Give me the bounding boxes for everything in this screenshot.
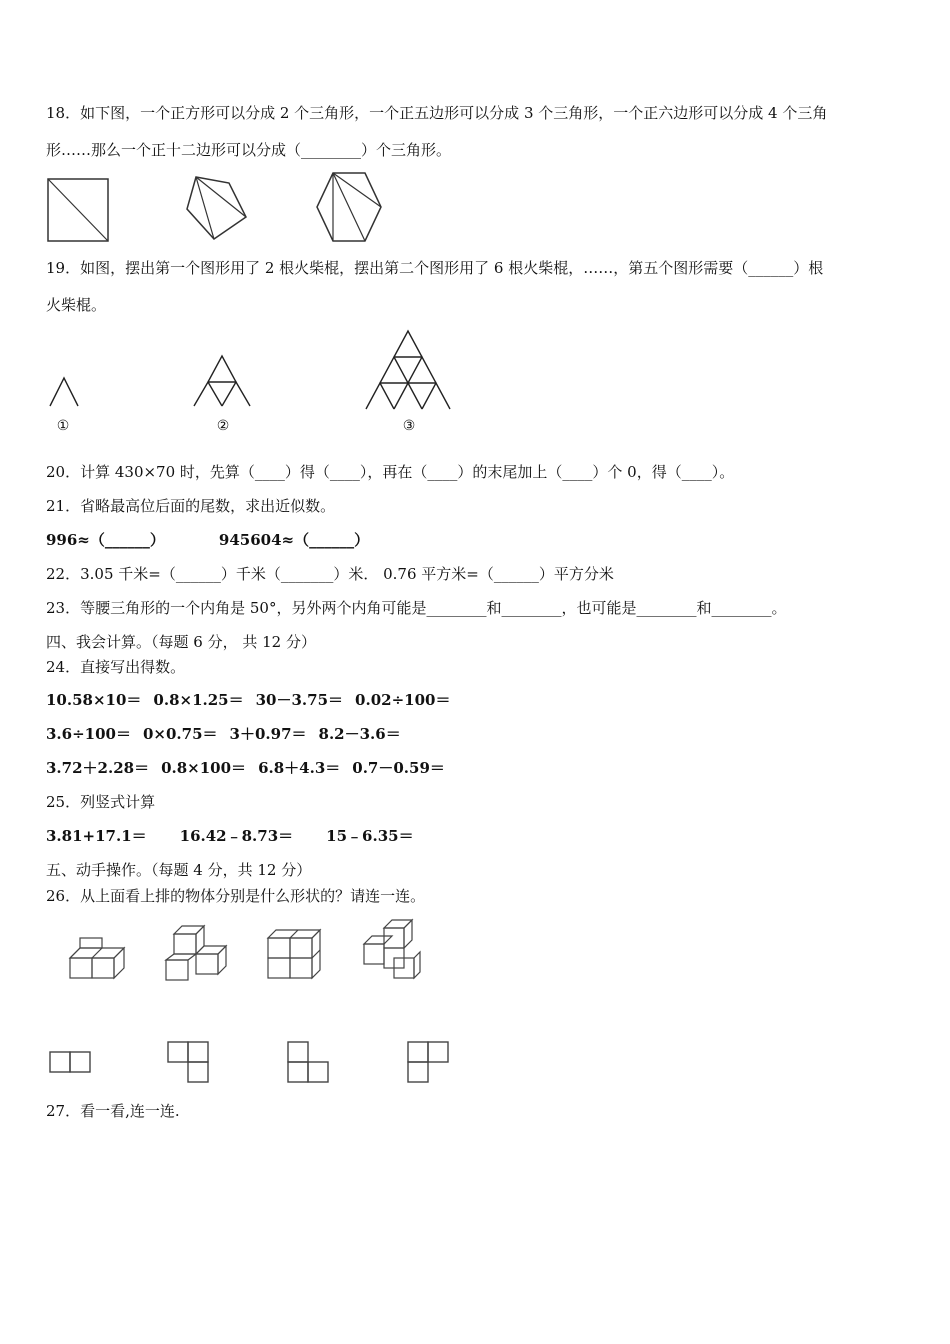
q20-text: 20．计算 430×70 时，先算（____）得（____），再在（____）的末尾加上（____）个 0，得（____）。 bbox=[46, 463, 735, 481]
section4-title: 四、我会计算。（每题 6 分， 共 12 分） bbox=[46, 633, 316, 651]
pentagon-divided-figure bbox=[184, 173, 250, 243]
square-divided-figure bbox=[46, 177, 110, 243]
q25-items bbox=[46, 826, 414, 846]
cube-stack-4 bbox=[358, 916, 424, 982]
figure-label-3: ③ bbox=[402, 418, 416, 434]
expression: 6.8＋4.3＝ bbox=[258, 759, 341, 777]
top-view-shape-4 bbox=[406, 1040, 452, 1084]
q22-text: 22．3.05 千米=（______）千米（_______）米． 0.76 平方米=（______）平方分米 bbox=[46, 565, 614, 583]
q26-title: 26．从上面看上排的物体分别是什么形状的？请连一连。 bbox=[46, 887, 426, 905]
matchstick-figure-1 bbox=[48, 376, 82, 408]
expression: 0.8×1.25＝ bbox=[153, 691, 244, 709]
q18-line1: 18．如下图，一个正方形可以分成 2 个三角形，一个正五边形可以分成 3 个三角形，一个正六边形可以分成 4 个三角 bbox=[46, 104, 828, 122]
q21-answer-b: 945604≈（______） bbox=[218, 531, 370, 549]
expression: 0.7－0.59＝ bbox=[352, 759, 445, 777]
matchstick-figure-3 bbox=[364, 329, 456, 411]
q24-title: 24．直接写出得数。 bbox=[46, 658, 186, 676]
top-view-shape-2 bbox=[166, 1040, 212, 1084]
q24-row-3 bbox=[46, 758, 445, 778]
expression: 0×0.75＝ bbox=[142, 725, 218, 743]
expression: 0.02÷100＝ bbox=[355, 691, 451, 709]
q18-line2: 形……那么一个正十二边形可以分成（________）个三角形。 bbox=[46, 141, 452, 159]
expression: 15﹣6.35＝ bbox=[326, 827, 414, 845]
expression: 3.72＋2.28＝ bbox=[46, 759, 150, 777]
q19-line2: 火柴棍。 bbox=[46, 296, 107, 314]
q19-line1: 19．如图，摆出第一个图形用了 2 根火柴棍，摆出第二个图形用了 6 根火柴棍，……，第五个图形需要（______）根 bbox=[46, 259, 824, 277]
q23-text: 23．等腰三角形的一个内角是 50°，另外两个内角可能是________和________，也可能是________和________。 bbox=[46, 599, 787, 617]
q21-answer-a: 996≈（______） bbox=[46, 531, 165, 549]
q24-row-2 bbox=[46, 724, 401, 744]
expression: 3.6÷100＝ bbox=[46, 725, 131, 743]
cube-stack-3 bbox=[264, 926, 322, 984]
expression: 16.42﹣8.73＝ bbox=[179, 827, 294, 845]
matchstick-figure-2 bbox=[192, 354, 254, 408]
expression: 0.8×100＝ bbox=[161, 759, 247, 777]
q21-text: 21．省略最高位后面的尾数，求出近似数。 bbox=[46, 497, 336, 515]
figure-label-2: ② bbox=[216, 418, 230, 434]
q24-row-1 bbox=[46, 690, 450, 710]
hexagon-divided-figure bbox=[313, 171, 383, 243]
expression: 3＋0.97＝ bbox=[229, 725, 307, 743]
expression: 8.2－3.6＝ bbox=[318, 725, 401, 743]
q25-title: 25．列竖式计算 bbox=[46, 793, 156, 811]
q21-answers bbox=[46, 530, 369, 550]
expression: 30－3.75＝ bbox=[255, 691, 344, 709]
top-view-shape-3 bbox=[286, 1040, 332, 1084]
expression: 3.81+17.1＝ bbox=[46, 827, 147, 845]
q27-title: 27．看一看,连一连. bbox=[46, 1102, 180, 1120]
expression: 10.58×10＝ bbox=[46, 691, 142, 709]
figure-label-1: ① bbox=[56, 418, 70, 434]
cube-stack-2 bbox=[162, 922, 228, 984]
cube-stack-1 bbox=[66, 934, 126, 982]
section5-title: 五、动手操作。（每题 4 分，共 12 分） bbox=[46, 861, 312, 879]
top-view-shape-1 bbox=[48, 1050, 92, 1074]
